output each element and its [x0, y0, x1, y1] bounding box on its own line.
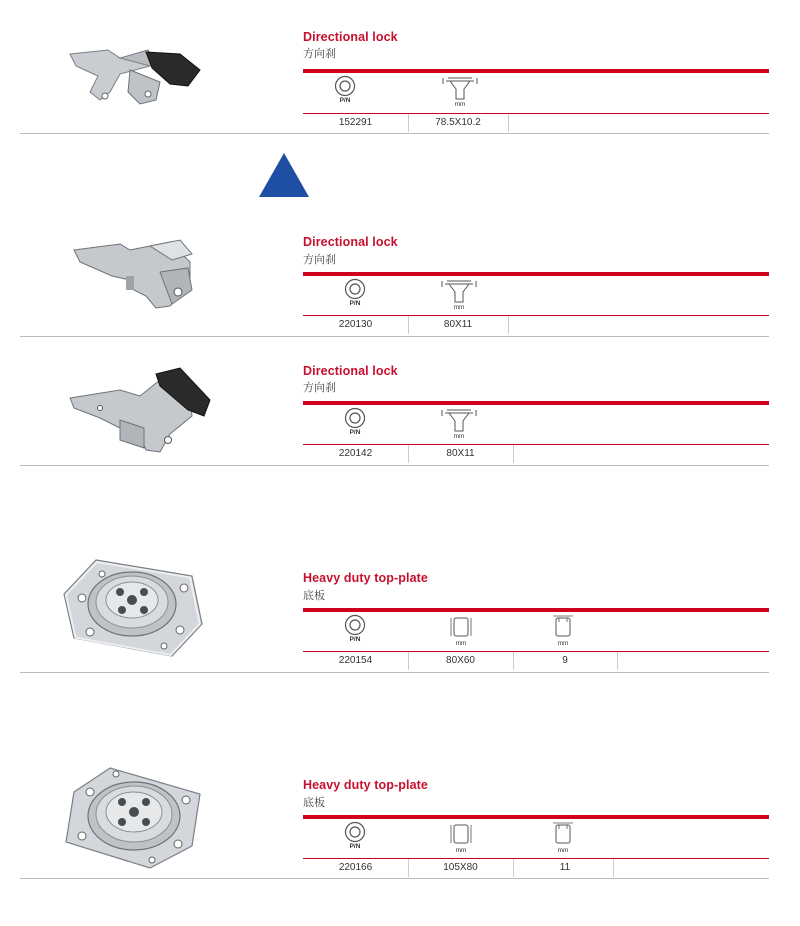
mm-label: mm [455, 847, 467, 854]
plate-size-icon [449, 821, 473, 847]
section-divider [20, 465, 769, 466]
top-plate-image [60, 558, 210, 658]
spec-icon-row [303, 821, 769, 861]
mounting-size-icon [440, 75, 480, 101]
product-title: Heavy duty top-plate [303, 571, 428, 585]
size-value: 80X11 [443, 319, 473, 330]
mm-label: mm [454, 101, 466, 108]
plate-size-cell [431, 821, 491, 861]
size-value: 80X11 [446, 448, 475, 459]
spec-icon-row [303, 407, 769, 447]
pn-label: P/N [349, 636, 361, 643]
part-number-value: 220142 [338, 448, 373, 459]
directional-lock-image [60, 366, 220, 456]
part-number-ring-icon [344, 278, 366, 300]
red-header-bar [303, 401, 769, 405]
product-photo [60, 40, 220, 112]
part-number-ring-icon [344, 821, 366, 843]
thickness-value: 11 [559, 862, 571, 873]
product-photo [60, 558, 220, 658]
mm-label: mm [455, 640, 467, 647]
product-subtitle: 底板 [303, 796, 325, 809]
thickness-cell [533, 614, 593, 654]
product-title: Directional lock [303, 30, 398, 44]
part-number-value: 152291 [338, 117, 373, 128]
red-header-bar [303, 608, 769, 612]
product-subtitle: 方向刹 [303, 253, 336, 266]
size-value: 78.5X10.2 [435, 117, 481, 128]
pn-label: P/N [349, 429, 361, 436]
section-divider [20, 133, 769, 134]
section-divider [20, 878, 769, 879]
pn-label: P/N [339, 97, 351, 104]
red-header-bar [303, 815, 769, 819]
mm-label: mm [453, 304, 465, 311]
plate-size-icon [449, 614, 473, 640]
thickness-cell [533, 821, 593, 861]
spec-value-row [303, 114, 769, 132]
spec-icon-row [303, 614, 769, 654]
plate-size-cell [431, 614, 491, 654]
red-header-bar [303, 272, 769, 276]
spec-value-row [303, 445, 769, 463]
part-number-ring-icon [344, 407, 366, 429]
thickness-value: 9 [562, 655, 568, 666]
spec-value-row [303, 859, 769, 877]
spec-value-row [303, 652, 769, 670]
pn-cell [325, 821, 385, 861]
product-subtitle: 底板 [303, 589, 325, 602]
size-value: 80X60 [446, 655, 475, 666]
directional-lock-image [60, 232, 210, 314]
part-number-ring-icon [344, 614, 366, 636]
mm-label: mm [557, 640, 569, 647]
mounting-size-icon [439, 278, 479, 304]
pn-cell [325, 614, 385, 654]
thickness-icon [551, 614, 575, 640]
mm-label: mm [453, 433, 465, 440]
mm-cell [429, 278, 489, 318]
up-triangle-icon[interactable] [258, 152, 310, 198]
section-divider [20, 336, 769, 337]
thickness-icon [551, 821, 575, 847]
product-photo [60, 766, 220, 870]
part-number-ring-icon [334, 75, 356, 97]
product-photo [60, 366, 220, 456]
mm-cell [430, 75, 490, 115]
pn-cell [325, 278, 385, 318]
product-title: Directional lock [303, 364, 398, 378]
top-plate-image [60, 766, 210, 870]
pn-cell [315, 75, 375, 115]
part-number-value: 220130 [338, 319, 373, 330]
part-number-value: 220166 [338, 862, 373, 873]
pn-cell [325, 407, 385, 447]
product-subtitle: 方向刹 [303, 47, 336, 60]
product-subtitle: 方向刹 [303, 381, 336, 394]
product-title: Directional lock [303, 235, 398, 249]
size-value: 105X80 [443, 862, 478, 873]
mounting-size-icon [439, 407, 479, 433]
spec-icon-row [303, 75, 769, 115]
directional-lock-image [60, 40, 210, 112]
section-divider [20, 672, 769, 673]
spec-value-row [303, 316, 769, 334]
pn-label: P/N [349, 843, 361, 850]
red-header-bar [303, 69, 769, 73]
product-title: Heavy duty top-plate [303, 778, 428, 792]
mm-label: mm [557, 847, 569, 854]
spec-icon-row [303, 278, 769, 318]
part-number-value: 220154 [338, 655, 373, 666]
product-photo [60, 232, 220, 314]
pn-label: P/N [349, 300, 361, 307]
mm-cell [429, 407, 489, 447]
